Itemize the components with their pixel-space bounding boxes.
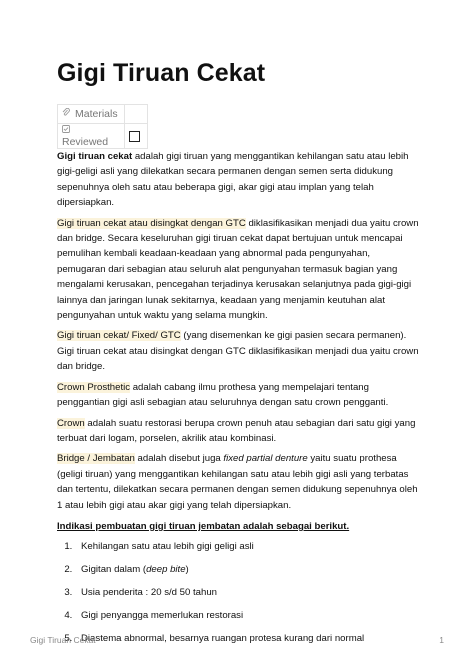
highlight-text: Bridge / Jembatan	[57, 453, 135, 465]
paragraph-definition: Gigi tiruan cekat adalah gigi tiruan yang menggantikan kehilangan satu atau lebih gigi-geligi asli yang dilekatkan secara permanen dengan semen serta didukung sepenuhnya oleh satu atau beberapa gigi, akar gigi atau implan yang telah dipersiapkan.	[57, 151, 409, 209]
paragraph-crown: Crown adalah suatu restorasi berupa crown penuh atau sebagian dari satu gigi yang terbuat dari logam, porselen, akrilik atau kombinasi.	[57, 417, 416, 444]
reviewed-property[interactable]	[58, 124, 125, 149]
materials-label: Materials	[75, 108, 118, 120]
property-row-reviewed	[58, 124, 148, 149]
highlight-text: Gigi tiruan cekat/ Fixed/ GTC	[57, 330, 181, 342]
properties-table	[57, 104, 148, 149]
list-item: 1. Kehilangan satu atau lebih gigi geligi asli	[75, 539, 419, 554]
indication-list	[57, 539, 419, 646]
page-footer	[30, 635, 444, 645]
footer-title: Gigi Tiruan Cekat	[30, 635, 96, 645]
materials-value[interactable]	[125, 105, 148, 124]
paragraph-fixed: Gigi tiruan cekat/ Fixed/ GTC (yang disemenkan ke gigi pasien secara permanen). Gigi tiruan cekat atau disingkat dengan GTC diklasifikasikan menjadi dua yaitu crown dan bridge.	[57, 330, 419, 373]
paragraph-classification: Gigi tiruan cekat atau disingkat dengan GTC diklasifikasikan menjadi dua yaitu crown dan bridge. Secara keseluruhan gigi tiruan cekat dapat bertujuan untuk mencapai pemulihan kembali keadaan-keadaan yang abnormal pada pengunyahan, pemugaran dari sebagian atau seluruh alat pengunyahan termasuk bagian yang mengalami kerusakan, pencegahan terjadinya kerusakan selanjutnya pada gigi-gigi lainnya dan jaringan lunak sekitarnya, keadaan yang menjamin keutuhan alat pengunyahan untuk waktu yang selama mungkin.	[57, 217, 419, 322]
italic-term: fixed partial denture	[223, 453, 308, 465]
document-body	[57, 149, 419, 654]
list-item: 5. Diastema abnormal, besarnya ruangan protesa kurang dari normal	[75, 631, 419, 646]
page-title: Gigi Tiruan Cekat	[57, 59, 266, 87]
list-item: 2. Gigitan dalam (deep bite)	[75, 562, 419, 577]
highlight-text: Gigi tiruan cekat atau disingkat dengan GTC	[57, 217, 246, 229]
highlight-text: Crown Prosthetic	[57, 381, 131, 393]
list-item: 4. Gigi penyangga memerlukan restorasi	[75, 608, 419, 623]
paperclip-icon	[62, 108, 72, 119]
section-heading: Indikasi pembuatan gigi tiruan jembatan adalah sebagai berikut.	[57, 520, 350, 532]
checkbox-property-icon	[62, 125, 72, 135]
materials-property[interactable]	[58, 105, 125, 124]
highlight-text: Crown	[57, 417, 85, 429]
page-number: 1	[439, 635, 444, 645]
reviewed-label: Reviewed	[62, 136, 109, 148]
paragraph-crown-prosthetic: Crown Prosthetic adalah cabang ilmu prothesa yang mempelajari tentang penggantian gigi asli sebagian atau seluruhnya dengan satu crown pengganti.	[57, 381, 389, 409]
paragraph-bridge: Bridge / Jembatan adalah disebut juga fixed partial denture yaitu suatu prothesa (geligi tiruan) yang menggantikan kehilangan satu atau lebih gigi asli yang terbatas dan tertentu, dilekatkan secara permanen dengan semen didukung sepenuhnya oleh 1 atau lebih gigi atau akar gigi yang telah dipersiapkan.	[57, 453, 418, 511]
property-row-materials	[58, 105, 148, 124]
reviewed-checkbox[interactable]	[129, 131, 140, 142]
list-item: 3. Usia penderita : 20 s/d 50 tahun	[75, 585, 419, 600]
bold-term: Gigi tiruan cekat	[57, 151, 133, 162]
reviewed-value[interactable]	[125, 124, 148, 149]
